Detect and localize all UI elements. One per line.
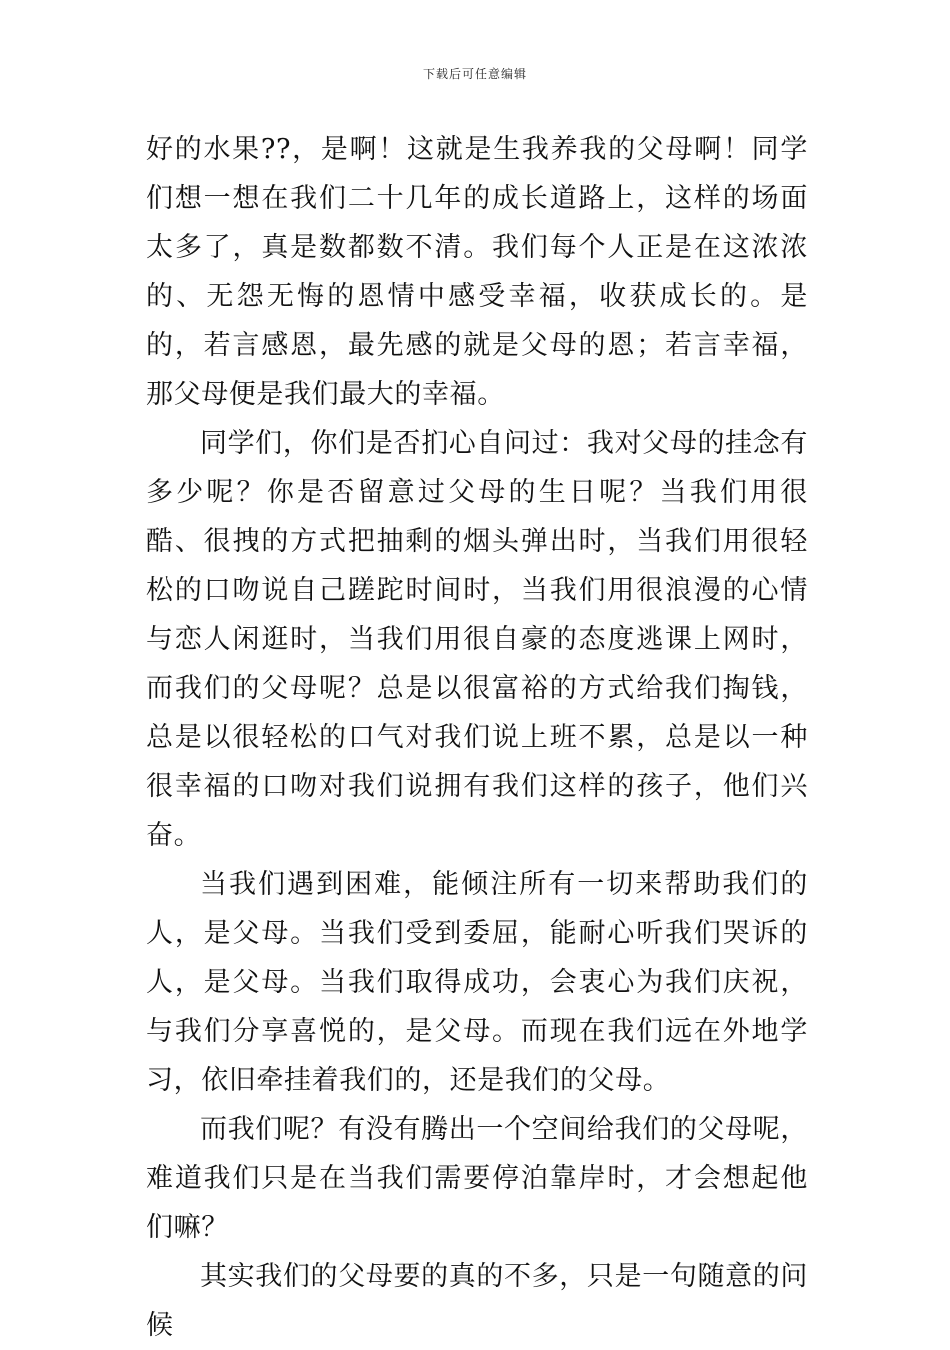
document-body [146,125,808,1350]
paragraph: 当我们遇到困难，能倾注所有一切来帮助我们的人，是父母。当我们受到委屈，能耐心听我们哭诉的人，是父母。当我们取得成功，会衷心为我们庆祝，与我们分享喜悦的，是父母。而现在我们远在外地学习，依旧牵挂着我们的，还是我们的父母。 [146,869,808,1096]
paragraph: 好的水果??，是啊！这就是生我养我的父母啊！同学们想一想在我们二十几年的成长道路上，这样的场面太多了，真是数都数不清。我们每个人正是在这浓浓的、无怨无悔的恩情中感受幸福，收获成长的。是的，若言感恩，最先感的就是父母的恩；若言幸福，那父母便是我们最大的幸福。 [146,134,808,410]
page-header: 下载后可任意编辑 [422,67,527,81]
paragraph: 其实我们的父母要的真的不多，只是一句随意的问候 [146,1261,808,1341]
paragraph: 同学们，你们是否扪心自问过：我对父母的挂念有多少呢？你是否留意过父母的生日呢？当我们用很酷、很拽的方式把抽剩的烟头弹出时，当我们用很轻松的口吻说自己蹉跎时间时，当我们用很浪漫的心情与恋人闲逛时，当我们用很自豪的态度逃课上网时，而我们的父母呢？总是以很富裕的方式给我们掏钱，总是以很轻松的口气对我们说上班不累，总是以一种很幸福的口吻对我们说拥有我们这样的孩子，他们兴奋。 [146,428,808,851]
paragraph: 而我们呢？有没有腾出一个空间给我们的父母呢，难道我们只是在当我们需要停泊靠岸时，才会想起他们嘛？ [146,1114,808,1243]
